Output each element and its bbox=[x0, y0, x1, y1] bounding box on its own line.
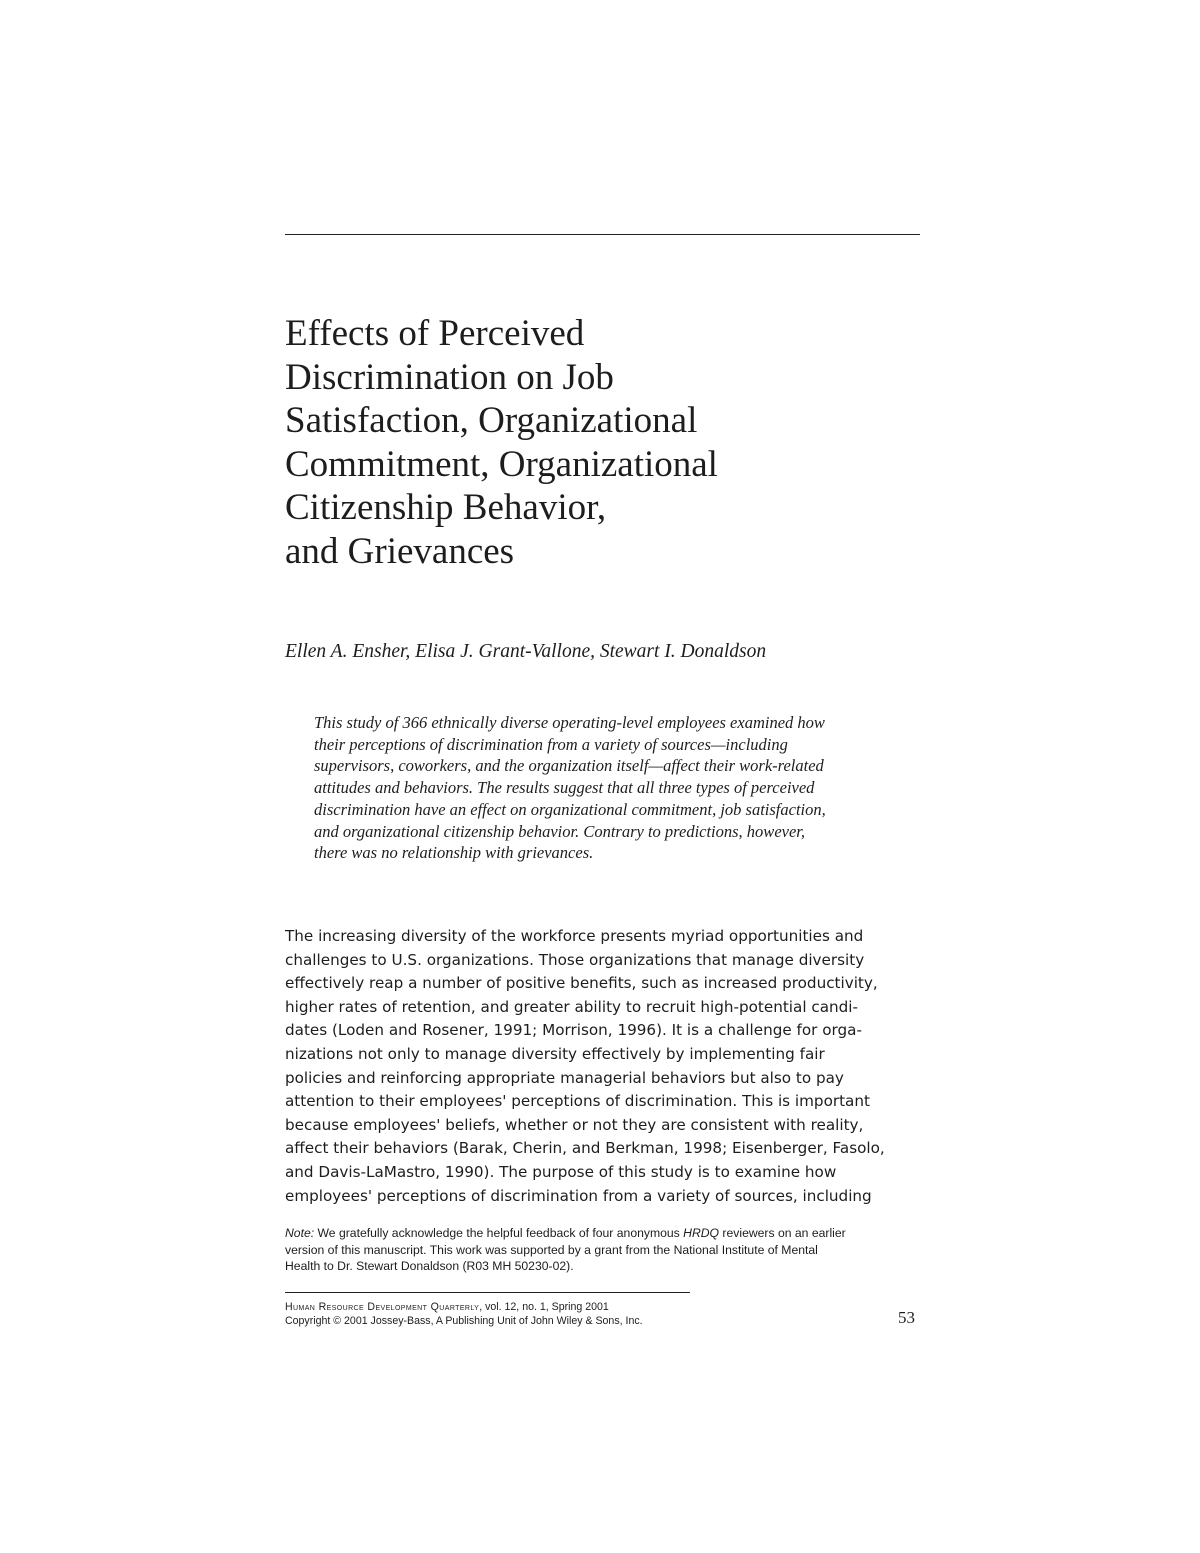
title-line: and Grievances bbox=[285, 530, 515, 572]
copyright-line: Copyright © 2001 Jossey-Bass, A Publishing Unit of John Wiley & Sons, Inc. bbox=[285, 1315, 643, 1327]
top-rule bbox=[285, 234, 920, 235]
journal-abbreviation: HRDQ bbox=[683, 1226, 720, 1240]
body-line: and Davis-LaMastro, 1990). The purpose of this study is to examine how bbox=[285, 1162, 837, 1181]
abstract-line: and organizational citizenship behavior. Contrary to predictions, however, bbox=[314, 821, 806, 841]
footnote-line: Health to Dr. Stewart Donaldson (R03 MH 50230-02). bbox=[285, 1259, 574, 1274]
body-line: attention to their employees' perceptions of discrimination. This is important bbox=[285, 1092, 870, 1111]
note-text: We gratefully acknowledge the helpful feedback of four anonymous bbox=[314, 1226, 684, 1240]
note-label: Note: bbox=[285, 1226, 315, 1240]
abstract-line: discrimination have an effect on organizational commitment, job satisfaction, bbox=[314, 799, 826, 819]
body-line: employees' perceptions of discrimination from a variety of sources, including bbox=[285, 1186, 872, 1205]
body-line: effectively reap a number of positive benefits, such as increased productivity, bbox=[285, 974, 878, 993]
abstract-line: attitudes and behaviors. The results suggest that all three types of perceived bbox=[314, 778, 815, 798]
body-line: dates (Loden and Rosener, 1991; Morrison, 1996). It is a challenge for orga- bbox=[285, 1021, 862, 1040]
body-line: policies and reinforcing appropriate managerial behaviors but also to pay bbox=[285, 1068, 844, 1087]
title-line: Discrimination on Job bbox=[285, 356, 614, 398]
note-text: reviewers on an earlier bbox=[719, 1226, 846, 1240]
citation-line bbox=[285, 1300, 643, 1314]
title-line: Effects of Perceived bbox=[285, 313, 585, 354]
body-line: because employees' beliefs, whether or not they are consistent with reality, bbox=[285, 1115, 864, 1134]
footer-rule bbox=[285, 1292, 690, 1293]
title-line: Commitment, Organizational bbox=[285, 443, 718, 485]
page-number: 53 bbox=[898, 1308, 915, 1327]
footnote-line bbox=[285, 1225, 925, 1242]
body-line: higher rates of retention, and greater ability to recruit high-potential candi- bbox=[285, 997, 859, 1016]
body-line: affect their behaviors (Barak, Cherin, and Berkman, 1998; Eisenberger, Fasolo, bbox=[285, 1139, 885, 1158]
journal-citation bbox=[285, 1300, 643, 1328]
abstract-line: supervisors, coworkers, and the organization itself—affect their work-related bbox=[314, 756, 824, 776]
article-title bbox=[285, 312, 925, 573]
issue-info: , vol. 12, no. 1, Spring 2001 bbox=[479, 1301, 609, 1313]
footnote-line: version of this manuscript. This work was supported by a grant from the National Institute of Mental bbox=[285, 1242, 818, 1257]
body-paragraph bbox=[285, 925, 925, 1208]
body-line: challenges to U.S. organizations. Those organizations that manage diversity bbox=[285, 950, 865, 969]
body-line: The increasing diversity of the workforce presents myriad opportunities and bbox=[285, 927, 864, 945]
abstract bbox=[314, 712, 894, 864]
abstract-line: there was no relationship with grievances. bbox=[314, 843, 594, 863]
abstract-line: This study of 366 ethnically diverse operating-level employees examined how bbox=[314, 713, 825, 732]
abstract-line: their perceptions of discrimination from a variety of sources—including bbox=[314, 734, 788, 754]
author-list: Ellen A. Ensher, Elisa J. Grant-Vallone, Stewart I. Donaldson bbox=[285, 641, 767, 662]
title-line: Citizenship Behavior, bbox=[285, 487, 607, 528]
body-line: nizations not only to manage diversity effectively by implementing fair bbox=[285, 1044, 825, 1063]
title-line: Satisfaction, Organizational bbox=[285, 400, 698, 441]
footnote bbox=[285, 1225, 925, 1275]
journal-name: Human Resource Development Quarterly bbox=[285, 1301, 480, 1313]
